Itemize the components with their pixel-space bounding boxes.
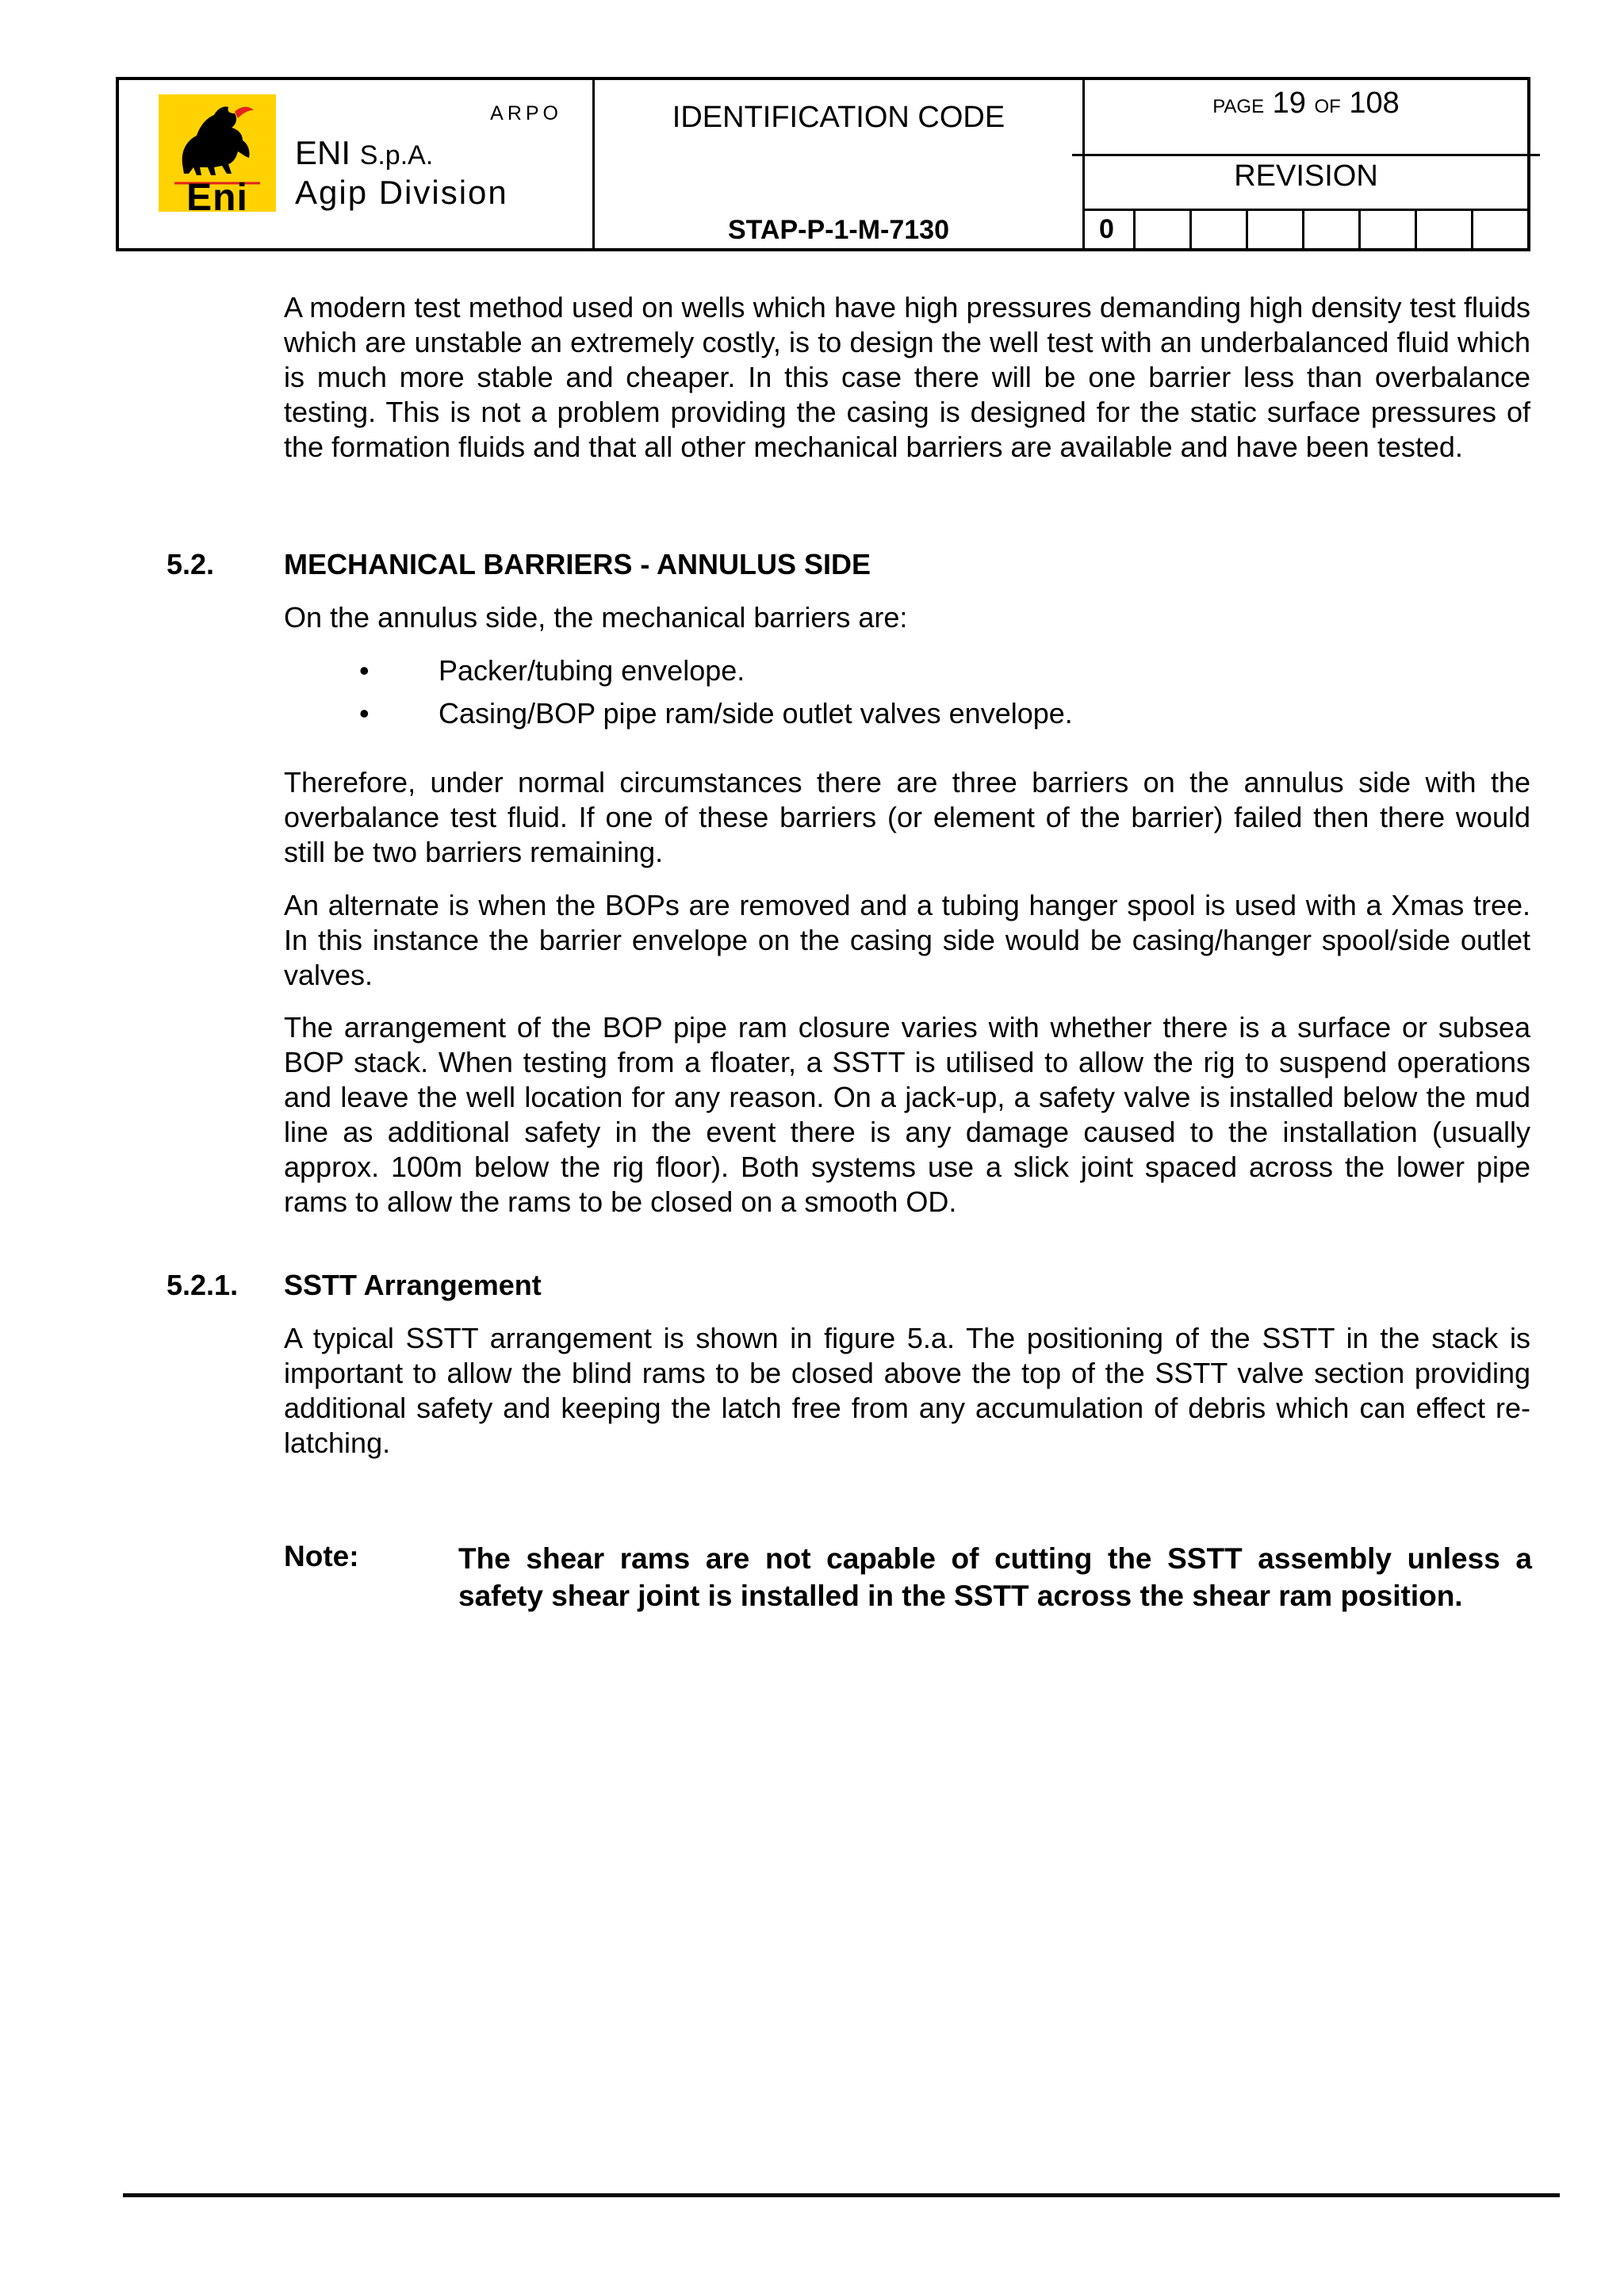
revision-label: REVISION <box>1234 159 1378 193</box>
division-name: Agip Division <box>295 174 508 211</box>
logo-text: Eni <box>186 177 248 219</box>
document-header <box>116 77 1530 251</box>
divider <box>1072 154 1540 156</box>
revision-box <box>1192 211 1248 248</box>
note-label: Note: <box>284 1540 359 1572</box>
revision-box <box>1304 211 1361 248</box>
revision-boxes <box>1085 211 1527 248</box>
company-name-main: ENI <box>295 134 351 171</box>
subsection-title: SSTT Arrangement <box>284 1269 542 1301</box>
bullet-text: Packer/tubing envelope. <box>439 654 745 687</box>
page-prefix: PAGE <box>1212 96 1265 117</box>
bullet-icon: • <box>359 697 370 730</box>
note-text: The shear rams are not capable of cutting the SSTT assembly unless a safety shear joint is installed in the SSTT across the shear ram position. <box>458 1542 1532 1612</box>
bullet-text: Casing/BOP pipe ram/side outlet valves envelope. <box>439 697 1073 730</box>
revision-box <box>1361 211 1417 248</box>
paragraph: A typical SSTT arrangement is shown in figure 5.a. The positioning of the SSTT in the stack is important to allow the blind rams to be closed above the top of the SSTT valve section providing additional safety and keeping the latch free from any accumulation of debris which can effect re-latching. <box>284 1322 1530 1459</box>
eni-logo <box>159 94 276 219</box>
page-revision-cell <box>1085 80 1527 248</box>
intro-paragraph: A modern test method used on wells which have high pressures demanding high density test fluids which are unstable an extremely costly, is to design the well test with an underbalanced fluid which is much more stable and cheaper. In this case there will be one barrier less than overbalance testing. This is not a problem providing the casing is designed for the static surface pressures of the formation fluids and that all other mechanical barriers are available and have been tested. <box>284 291 1530 463</box>
arpo-label: ARPO <box>490 102 562 124</box>
section-number: 5.2. <box>167 548 215 580</box>
logo-cell <box>119 80 595 248</box>
page-of: OF <box>1314 96 1341 117</box>
paragraph: An alternate is when the BOPs are removed and a tubing hanger spool is used with a Xmas tree. In this instance the barrier envelope on the casing side would be casing/hanger spool/side outlet valves. <box>284 889 1530 991</box>
subsection-number: 5.2.1. <box>167 1269 239 1301</box>
revision-value: 0 <box>1085 211 1136 248</box>
identification-label: IDENTIFICATION CODE <box>672 101 1005 134</box>
paragraph: The arrangement of the BOP pipe ram closure varies with whether there is a surface or subsea BOP stack. When testing from a floater, a SSTT is utilised to allow the rig to suspend operations and leave the well location for any reason. On a jack-up, a safety valve is installed below the mud line as additional safety in the event there is any damage caused to the installation (usually approx. 100m below the rig floor). Both systems use a slick joint spaced across the lower pipe rams to allow the rams to be closed on a smooth OD. <box>284 1011 1530 1218</box>
identification-cell <box>595 80 1085 248</box>
company-suffix: S.p.A. <box>359 140 434 170</box>
page-total: 108 <box>1349 86 1400 120</box>
identification-code: STAP-P-1-M-7130 <box>728 215 949 245</box>
revision-box <box>1473 211 1527 248</box>
paragraph: Therefore, under normal circumstances there are three barriers on the annulus side with the overbalance test fluid. If one of these barriers (or element of the barrier) failed then there would still be two barriers remaining. <box>284 766 1530 868</box>
section-lead: On the annulus side, the mechanical barriers are: <box>284 601 908 634</box>
revision-box <box>1248 211 1304 248</box>
page-number: 19 <box>1272 86 1306 120</box>
bullet-icon: • <box>359 654 370 687</box>
section-title: MECHANICAL BARRIERS - ANNULUS SIDE <box>284 548 871 580</box>
revision-box <box>1136 211 1192 248</box>
page-indicator <box>1085 86 1527 121</box>
revision-box <box>1417 211 1473 248</box>
company-name <box>295 134 433 172</box>
footer-divider <box>123 2193 1560 2197</box>
